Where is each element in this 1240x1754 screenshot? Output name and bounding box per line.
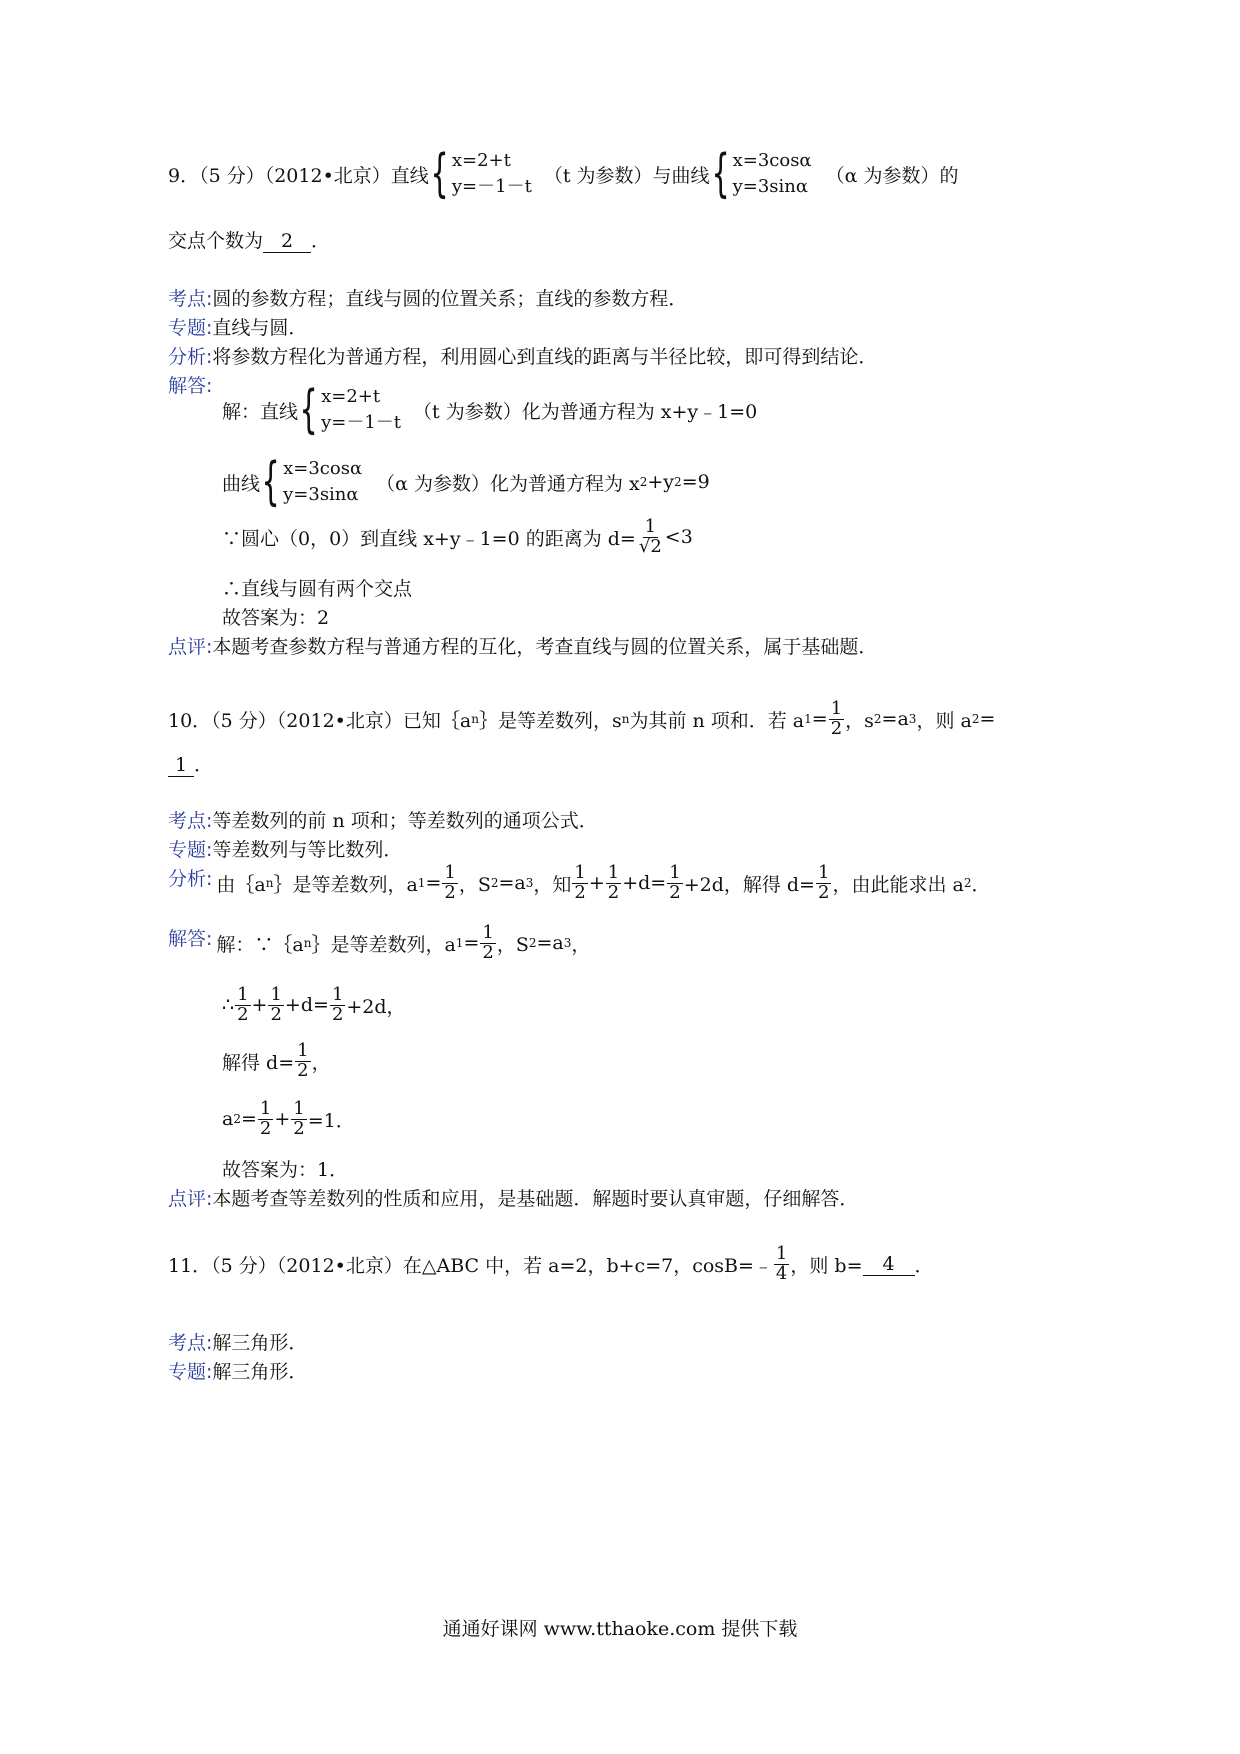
q10-dianping: 点评:本题考查等差数列的性质和应用，是基础题．解题时要认真审题，仔细解答． [168,1188,859,1210]
fraction: $\frac{1}{4}$ [775,1243,788,1284]
answer-blank: 2 [263,230,311,253]
label-dianping: 点评: [168,1188,213,1210]
answer-blank: 1 [168,754,194,777]
label-jieda: 解答: [168,375,213,397]
fraction: $\frac{1}{2}$ [830,698,843,739]
q11-stem: 11．（5 分）（2012•北京）在△ABC 中，若 a=2，b+c=7，cosB=﹣ $\frac{1}{4}$ ，则 b= 4 ． [168,1243,934,1284]
label-zhuanti: 专题: [168,317,213,339]
q10-kaodian: 考点:等差数列的前 n 项和；等差数列的通项公式． [168,810,598,832]
q9-line-equation: { x=2+t y=－1－t [430,144,532,205]
q11-kaodian: 考点:解三角形． [168,1332,308,1354]
q10-solution-3: 解得 d= $\frac{1}{2}$ ， [222,1040,331,1081]
fraction: $\frac{1}{√2}$ [638,516,662,557]
q9-stem: 9．（5 分）（2012•北京）直线 { x=2+t y=－1－t （t 为参数）与曲线 { x=3cosα y=3sinα （α 为参数）的 [168,144,959,205]
label-fenxi: 分析: [168,346,213,368]
label-zhuanti: 专题: [168,1361,213,1383]
q9-solution-3: ∵圆心（0，0）到直线 x+y﹣1=0 的距离为 d= $\frac{1}{√2}$ <3 [222,516,693,557]
label-kaodian: 考点: [168,1332,213,1354]
q9-solution-4: ∴直线与圆有两个交点 [222,578,413,600]
answer-blank: 4 [863,1253,915,1276]
q9-solution-2: 曲线 { x=3cosα y=3sinα （α 为参数）化为普通方程为 x 2 +y 2 =9 [222,452,710,513]
q10-stem: 10．（5 分）（2012•北京）已知｛a n ｝是等差数列，s n 为其前 n 项和．若 a 1 = $\frac{1}{2}$ ，s 2 =a 3 ，则 a 2 = [168,698,996,739]
label-kaodian: 考点: [168,810,213,832]
q9-fenxi: 分析:将参数方程化为普通方程，利用圆心到直线的距离与半径比较，即可得到结论． [168,346,878,368]
q11-zhuanti: 专题:解三角形． [168,1361,308,1383]
label-jieda: 解答: [168,928,213,950]
q10-answer-line: 1 ． [168,750,213,777]
label-fenxi: 分析: [168,868,213,890]
q9-kaodian: 考点:圆的参数方程；直线与圆的位置关系；直线的参数方程． [168,288,688,310]
q10-solution-4: a 2 = $\frac{1}{2}$ + $\frac{1}{2}$ =1． [222,1098,355,1139]
q9-dianping: 点评:本题考查参数方程与普通方程的互化，考查直线与圆的位置关系，属于基础题． [168,636,878,658]
label-zhuanti: 专题: [168,839,213,861]
q10-solution-5: 故答案为：1． [222,1159,349,1181]
q9-jieda-label [168,371,212,398]
q10-jieda: 解答: 解：∵｛a n ｝是等差数列，a 1 = $\frac{1}{2}$ ，S 2 =a 3 ， [168,922,591,963]
q10-zhuanti: 专题:等差数列与等比数列． [168,839,403,861]
q9-answer-line: 交点个数为 2 ． [168,230,331,252]
q10-fenxi: 分析: 由｛a n ｝是等差数列，a 1 = $\frac{1}{2}$ ，S 2 =a 3 ，知 $\frac{1}{2}$ + $\frac{1}{2}$ +d= $\frac{1}{2}$ +2d，解得 d= $\frac{1}{2}$ ，由此能求出 a 2 ． [168,862,991,903]
q9-solution-5: 故答案为：2 [222,607,330,629]
label-dianping: 点评: [168,636,213,658]
q9-solution-1: 解：直线 { x=2+t y=－1－t （t 为参数）化为普通方程为 x+y﹣1=0 [222,380,758,441]
q9-zhuanti: 专题:直线与圆． [168,317,308,339]
q10-solution-2: ∴ $\frac{1}{2}$ + $\frac{1}{2}$ +d= $\frac{1}{2}$ +2d， [222,984,406,1025]
q9-curve-equation: { x=3cosα y=3sinα [710,144,812,205]
page-footer: 通通好课网 www.tthaoke.com 提供下载 [442,1618,798,1640]
label-kaodian: 考点: [168,288,213,310]
